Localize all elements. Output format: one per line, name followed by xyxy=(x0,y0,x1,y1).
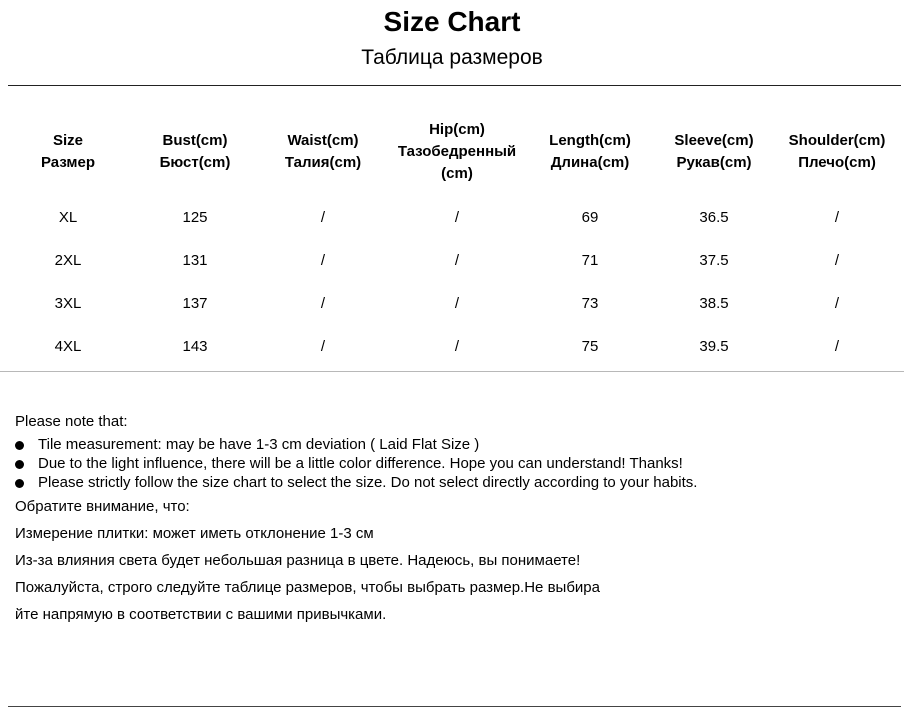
bullet-dot-icon xyxy=(15,441,24,450)
cell-bust: 143 xyxy=(182,338,208,355)
cell-bust: 131 xyxy=(182,252,208,269)
table-bottom-divider xyxy=(0,371,904,372)
ru-note-line: Измерение плитки: может иметь отклонение 1-3 см xyxy=(15,525,374,542)
ru-notes-heading: Обратите внимание, что: xyxy=(15,498,190,515)
table-header-row xyxy=(0,108,904,196)
cell-hip: / xyxy=(454,338,460,355)
table-row xyxy=(0,282,904,325)
cell-sleeve: 36.5 xyxy=(699,209,729,226)
ru-note-line: Из-за влияния света будет небольшая разница в цвете. Надеюсь, вы понимаете! xyxy=(15,552,581,569)
cell-length: 73 xyxy=(581,295,599,312)
cell-shoulder: / xyxy=(834,338,840,355)
table-row xyxy=(0,325,904,368)
cell-waist: / xyxy=(320,252,326,269)
cell-size: 3XL xyxy=(54,295,82,312)
note-bullet xyxy=(15,455,715,473)
table-row xyxy=(0,196,904,239)
cell-length: 69 xyxy=(581,209,599,226)
notes-heading: Please note that: xyxy=(15,413,128,430)
bullet-dot-icon xyxy=(15,479,24,488)
bottom-divider xyxy=(8,706,901,707)
cell-hip: / xyxy=(454,252,460,269)
cell-bust: 137 xyxy=(182,295,208,312)
header-size: Size Размер xyxy=(40,132,96,171)
page-subtitle: Таблица размеров xyxy=(361,46,543,69)
notes-section xyxy=(15,412,715,628)
cell-bust: 125 xyxy=(182,209,208,226)
note-text: Tile measurement: may be have 1-3 cm deviation ( Laid Flat Size ) xyxy=(38,436,480,453)
header-waist: Waist(cm) Талия(cm) xyxy=(284,132,362,171)
note-text: Due to the light influence, there will be a little color difference. Hope you can understand! Thanks! xyxy=(38,455,683,472)
cell-shoulder: / xyxy=(834,295,840,312)
header-length: Length(cm) Длина(cm) xyxy=(549,132,631,171)
cell-shoulder: / xyxy=(834,209,840,226)
note-bullet xyxy=(15,474,715,492)
cell-sleeve: 39.5 xyxy=(699,338,729,355)
cell-waist: / xyxy=(320,295,326,312)
cell-waist: / xyxy=(320,209,326,226)
cell-size: 4XL xyxy=(54,338,82,355)
header-bust: Bust(cm) Бюст(cm) xyxy=(159,132,231,171)
cell-hip: / xyxy=(454,209,460,226)
header-shoulder: Shoulder(cm) Плечо(cm) xyxy=(788,132,886,171)
ru-note-line: йте напрямую в соответствии с вашими привычками. xyxy=(15,606,387,623)
cell-sleeve: 38.5 xyxy=(699,295,729,312)
cell-length: 71 xyxy=(581,252,599,269)
note-text: Please strictly follow the size chart to select the size. Do not select directly according to your habits. xyxy=(38,474,698,491)
cell-shoulder: / xyxy=(834,252,840,269)
table-row xyxy=(0,239,904,282)
cell-sleeve: 37.5 xyxy=(699,252,729,269)
size-table xyxy=(0,108,904,368)
bullet-dot-icon xyxy=(15,460,24,469)
cell-size: XL xyxy=(58,209,78,226)
cell-length: 75 xyxy=(581,338,599,355)
top-divider xyxy=(8,85,901,86)
cell-size: 2XL xyxy=(54,252,82,269)
header-sleeve: Sleeve(cm) Рукав(cm) xyxy=(674,132,754,171)
ru-note-line: Пожалуйста, строго следуйте таблице размеров, чтобы выбрать размер.Не выбира xyxy=(15,579,600,596)
note-bullet xyxy=(15,436,715,454)
cell-hip: / xyxy=(454,295,460,312)
page-title: Size Chart xyxy=(383,6,521,37)
header-hip: Hip(cm) Тазобедренный (cm) xyxy=(397,121,517,182)
cell-waist: / xyxy=(320,338,326,355)
